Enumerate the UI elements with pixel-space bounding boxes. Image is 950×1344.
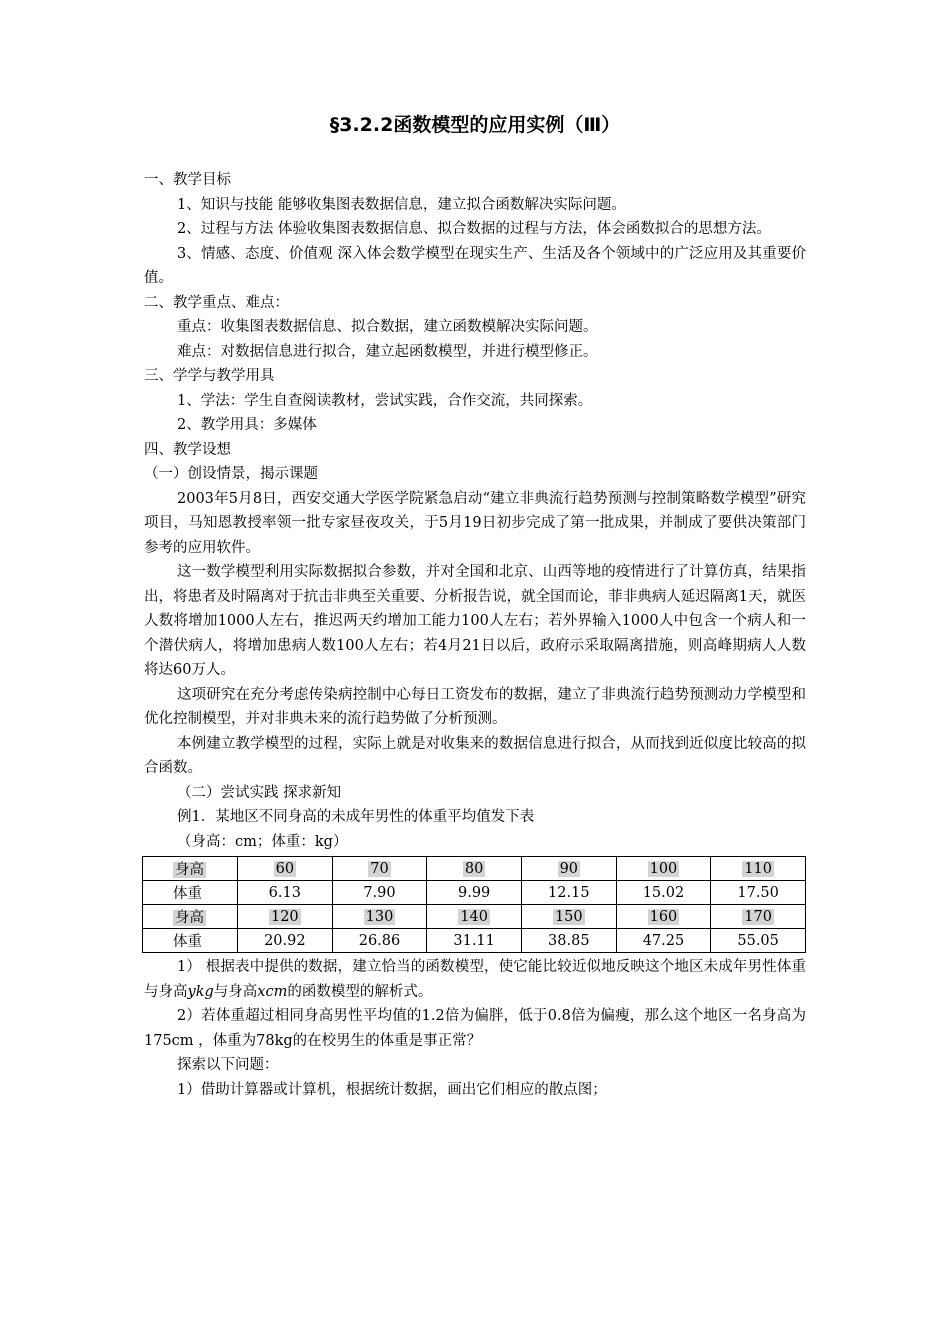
table-row: [143, 857, 806, 881]
weight-value: 31.11: [427, 929, 522, 953]
table-cell: [332, 857, 427, 881]
height-value: 160: [649, 908, 678, 925]
question-1-text: 1） 根据表中提供的数据，建立恰当的函数模型，使它能比较近似地反映这个地区未成年男性体重与身高: [144, 959, 806, 1000]
key-point: 重点：收集图表数据信息、拟合数据，建立函数模解决实际问题。: [177, 319, 598, 335]
table-cell: [427, 857, 522, 881]
difficult-point: 难点：对数据信息进行拟合，建立起函数模型，并进行模型修正。: [177, 343, 598, 360]
weight-label: 体重: [143, 929, 238, 953]
table-cell: [521, 905, 616, 929]
weight-value: 20.92: [238, 929, 333, 953]
table-cell: [427, 905, 522, 929]
height-value: 110: [744, 860, 772, 877]
table-cell: [332, 905, 427, 929]
table-cell: [711, 905, 806, 929]
table-units: （身高：cm；体重：kg）: [177, 833, 348, 850]
paragraph-model-fitting: 本例建立教学模型的过程，实际上就是对收集来的数据信息进行拟合，从而找到近似度比较高的拟合函数。: [144, 735, 806, 776]
paragraph-sars-model: 这一数学模型利用实际数据拟合参数，并对全国和北京、山西等地的疫情进行了计算仿真，结果指出，将患者及时隔离对于抗击非典至关重要、分析报告说，就全国而论，菲非典病人延迟隔离1天，就医人数将增加1000人左右，推迟两天约增加工能力100人左右；若外界输入1000人中包含一个病人和一个潜伏病人，将增加患病人数100人左右；若4月21日以后，政府示采取隔离措施，则高峰期病人人数将达60万人。: [144, 564, 806, 678]
table-cell: [711, 857, 806, 881]
weight-value: 15.02: [616, 881, 711, 905]
height-label: 身高: [175, 910, 204, 926]
table-cell: [238, 857, 333, 881]
weight-value: 38.85: [521, 929, 616, 953]
section-heading-methods: 三、学学与教学用具: [144, 368, 275, 384]
learning-method: 1、学法：学生自查阅读教材，尝试实践，合作交流，共同探索。: [177, 392, 593, 409]
height-value: 80: [464, 860, 484, 877]
document-title: §3.2.2函数模型的应用实例（Ⅲ）: [329, 114, 621, 136]
height-value: 130: [365, 908, 394, 925]
explore-heading: 探索以下问题：: [177, 1057, 279, 1073]
height-value: 70: [370, 860, 389, 877]
subsection-practice: （二）尝试实践 探求新知: [177, 784, 342, 801]
height-value: 150: [554, 908, 583, 925]
section-heading-key-points: 二、教学重点、难点：: [144, 294, 289, 311]
question-2: 2）若体重超过相同身高男性平均值的1.2倍为偏胖，低于0.8倍为偏瘦，那么这个地区一名身高为175cm ，体重为78kg的在校男生的体重是事正常？: [144, 1008, 806, 1049]
question-1-text: 的函数模型的解析式。: [287, 983, 433, 1000]
table-row: [143, 905, 806, 929]
height-value: 140: [460, 908, 488, 925]
question-1-text: 与身高: [213, 983, 258, 1000]
goal-process: 2、过程与方法 体验收集图表数据信息、拟合数据的过程与方法，体会函数拟合的思想方法。: [177, 221, 771, 237]
weight-value: 17.50: [711, 881, 806, 905]
goal-attitude: 3、情感、态度、价值观 深入体会数学模型在现实生产、生活及各个领域中的广泛应用及其重要价值。: [144, 245, 806, 286]
height-value: 90: [559, 860, 579, 877]
weight-value: 55.05: [711, 929, 806, 953]
variable-y: ykg: [187, 983, 214, 1000]
table-cell: [616, 905, 711, 929]
table-cell: [616, 857, 711, 881]
document-page: [144, 110, 806, 1102]
weight-value: 7.90: [332, 881, 427, 905]
question-1: [144, 955, 806, 1004]
height-value: 60: [275, 860, 295, 877]
weight-value: 47.25: [616, 929, 711, 953]
subsection-scenario: （一）创设情景，揭示课题: [144, 466, 318, 482]
section-heading-design: 四、教学设想: [144, 441, 231, 458]
height-label: 身高: [175, 862, 204, 878]
table-cell: [521, 857, 616, 881]
goal-knowledge: 1、知识与技能 能够收集图表数据信息，建立拟合函数解决实际问题。: [177, 196, 626, 213]
table-row: [143, 881, 806, 905]
table-row: [143, 929, 806, 953]
table-cell-label: [143, 905, 238, 929]
height-value: 170: [744, 908, 772, 925]
weight-value: 26.86: [332, 929, 427, 953]
explore-item-1: 1）借助计算器或计算机，根据统计数据，画出它们相应的散点图；: [177, 1081, 607, 1098]
variable-x: xcm: [257, 983, 288, 1000]
table-cell: [238, 905, 333, 929]
weight-value: 9.99: [427, 881, 522, 905]
weight-value: 12.15: [521, 881, 616, 905]
paragraph-sars-research: 这项研究在充分考虑传染病控制中心每日工资发布的数据，建立了非典流行趋势预测动力学模型和优化控制模型，并对非典未来的流行趋势做了分析预测。: [144, 686, 806, 727]
height-value: 120: [270, 908, 299, 925]
height-weight-table: [142, 856, 806, 953]
teaching-tools: 2、教学用具：多媒体: [177, 417, 317, 433]
section-heading-goals: 一、教学目标: [144, 172, 231, 188]
height-value: 100: [649, 860, 678, 877]
example-1-statement: 例1．某地区不同身高的未成年男性的体重平均值发下表: [177, 809, 535, 825]
weight-value: 6.13: [238, 881, 333, 905]
paragraph-sars-project: 2003年5月8日，西安交通大学医学院紧急启动“建立非典流行趋势预测与控制策略数学模型”研究项目，马知恩教授率领一批专家昼夜攻关，于5月19日初步完成了第一批成果，并制成了要供决策部门参考的应用软件。: [144, 490, 806, 556]
weight-label: 体重: [143, 881, 238, 905]
table-cell-label: [143, 857, 238, 881]
